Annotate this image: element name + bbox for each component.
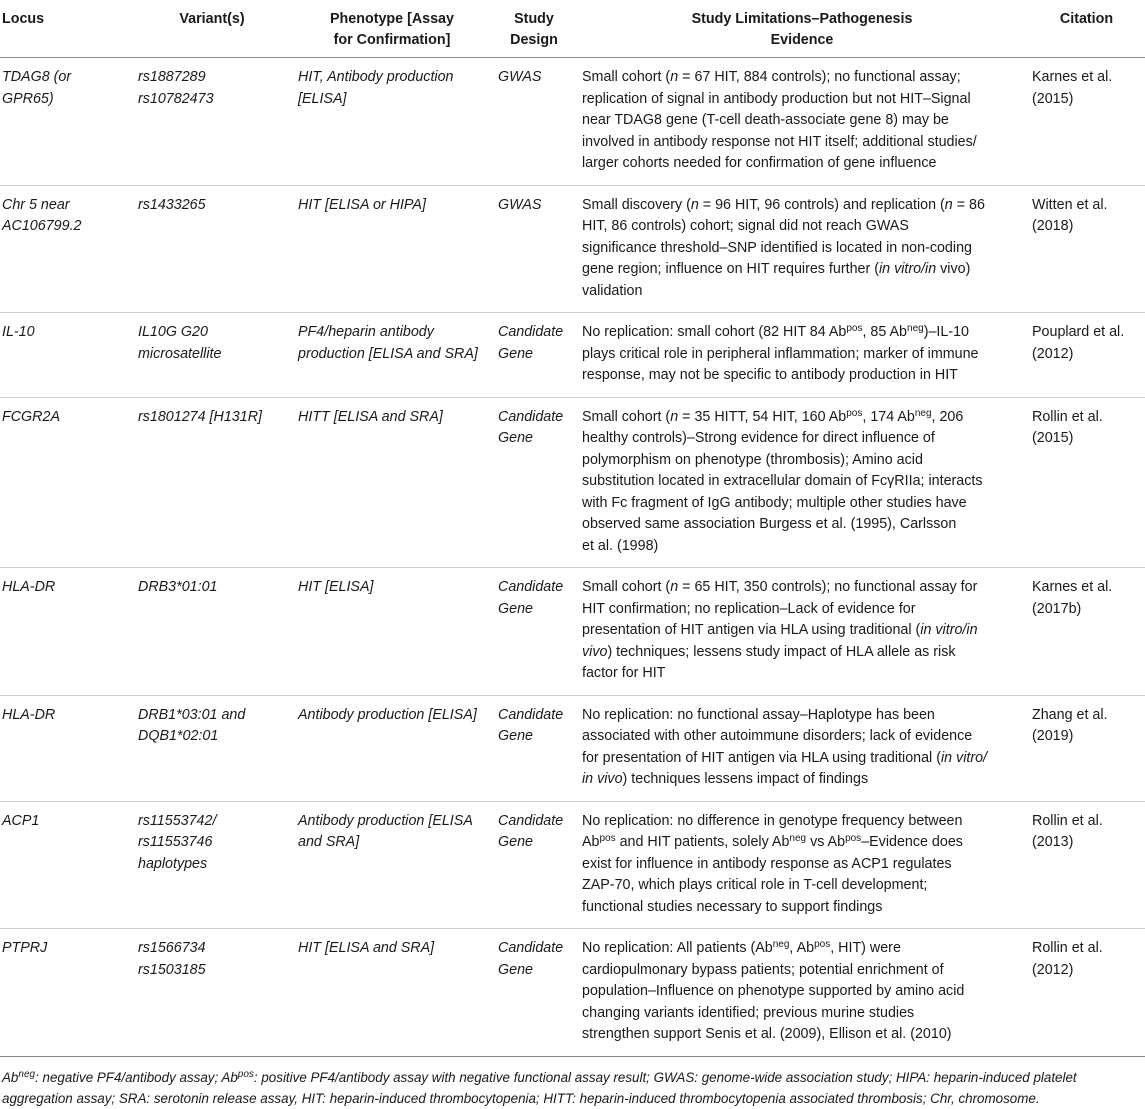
cell-study-design: Candidate Gene bbox=[492, 568, 576, 696]
table-row bbox=[0, 568, 1145, 696]
cell-variants: DRB3*01:01 bbox=[132, 568, 292, 696]
cell-citation: Rollin et al. (2013) bbox=[1028, 801, 1145, 929]
cell-limitations: No replication: All patients ($Ab^{neg}$, $Ab^{pos}$, HIT) were cardiopulmonary bypass patients; potential enrichment of population–Influence on phenotype supported by amino acid changing variants identified; previous murine studies strengthen support Senis et al. (2009), Ellison et al. (2010) bbox=[576, 929, 1028, 1057]
cell-limitations: No replication: small cohort (82 HIT 84 $Ab^{pos}$, 85 $Ab^{neg})-IL-10$ plays critical role in peripheral inflammation; marker of immune response, may not be specific to antibody production in HIT bbox=[576, 313, 1028, 398]
header-limitations: Study Limitations–Pathogenesis Evidence bbox=[576, 0, 1028, 58]
header-locus: Locus bbox=[0, 0, 132, 58]
cell-citation: Pouplard et al. (2012) bbox=[1028, 313, 1145, 398]
cell-limitations: Small cohort (n = 67 HIT, 884 controls); no functional assay; replication of signal in antibody production but not HIT–Signal near TDAG8 gene (T-cell death-associate gene 8) may be involved in antibody response not HIT itself; additional studies/ larger cohorts needed for confirmation of gene influence bbox=[576, 58, 1028, 186]
cell-phenotype: PF4/heparin antibody production [ELISA and SRA] bbox=[292, 313, 492, 398]
cell-limitations: No replication: no functional assay–Haplotype has been associated with other autoimmune disorders; lack of evidence for presentation of HIT antigen via HLA using traditional (in vitro/ in vivo) techniques lessens impact of findings bbox=[576, 695, 1028, 801]
table-row bbox=[0, 695, 1145, 801]
table-row bbox=[0, 313, 1145, 398]
cell-study-design: Candidate Gene bbox=[492, 695, 576, 801]
cell-locus: PTPRJ bbox=[0, 929, 132, 1057]
cell-study-design: Candidate Gene bbox=[492, 397, 576, 568]
cell-variants: rs11553742/ rs11553746 haplotypes bbox=[132, 801, 292, 929]
cell-phenotype: HIT [ELISA and SRA] bbox=[292, 929, 492, 1057]
cell-locus: ACP1 bbox=[0, 801, 132, 929]
header-variants: Variant(s) bbox=[132, 0, 292, 58]
cell-variants: rs1887289 rs10782473 bbox=[132, 58, 292, 186]
cell-phenotype: Antibody production [ELISA] bbox=[292, 695, 492, 801]
cell-citation: Zhang et al. (2019) bbox=[1028, 695, 1145, 801]
table-footnote bbox=[0, 1057, 1145, 1109]
cell-phenotype: HIT [ELISA] bbox=[292, 568, 492, 696]
cell-study-design: Candidate Gene bbox=[492, 929, 576, 1057]
header-citation: Citation bbox=[1028, 0, 1145, 58]
table-row bbox=[0, 929, 1145, 1057]
footnote-line: $Ab^{neg}$: negative PF4/antibody assay; $Ab^{pos}$: positive PF4/antibody assay with negative functional assay result; GWAS: genome-wide association study; HIPA: heparin-induced platelet bbox=[2, 1068, 1077, 1085]
header-study-design: Study Design bbox=[492, 0, 576, 58]
cell-locus: TDAG8 (or GPR65) bbox=[0, 58, 132, 186]
table-row bbox=[0, 58, 1145, 186]
cell-variants: rs1433265 bbox=[132, 185, 292, 313]
cell-citation: Karnes et al. (2015) bbox=[1028, 58, 1145, 186]
table-row bbox=[0, 397, 1145, 568]
cell-citation: Rollin et al. (2012) bbox=[1028, 929, 1145, 1057]
cell-variants: DRB1*03:01 and DQB1*02:01 bbox=[132, 695, 292, 801]
table-body bbox=[0, 58, 1145, 1057]
cell-limitations: Small cohort (n = 65 HIT, 350 controls); no functional assay for HIT confirmation; no replication–Lack of evidence for presentation of HIT antigen via HLA using traditional (in vitro/in vivo) techniques; lessens study impact of HLA allele as risk factor for HIT bbox=[576, 568, 1028, 696]
cell-study-design: GWAS bbox=[492, 58, 576, 186]
cell-phenotype: HIT [ELISA or HIPA] bbox=[292, 185, 492, 313]
header-phenotype: Phenotype [Assay for Confirmation] bbox=[292, 0, 492, 58]
cell-study-design: Candidate Gene bbox=[492, 313, 576, 398]
table-row bbox=[0, 185, 1145, 313]
cell-locus: FCGR2A bbox=[0, 397, 132, 568]
table-row bbox=[0, 801, 1145, 929]
footnote-line: aggregation assay; SRA: serotonin release assay, HIT: heparin-induced thrombocytopenia; HITT: heparin-induced thrombocytopenia associated thrombosis; Chr, chromosome. bbox=[2, 1090, 1040, 1106]
cell-limitations: No replication: no difference in genotype frequency between $Ab^{pos}$ and HIT patients, solely $Ab^{neg}$ vs $Ab^{pos}$–Evidence does exist for influence in antibody response as ACP1 regulates ZAP-70, which plays critical role in T-cell development; functional studies necessary to support findings bbox=[576, 801, 1028, 929]
cell-locus: Chr 5 near AC106799.2 bbox=[0, 185, 132, 313]
cell-limitations: Small cohort (n = 35 HITT, 54 HIT, 160 $Ab^{pos}$, 174 $Ab^{neg}$, 206 healthy controls)–Strong evidence for direct influence of polymorphism on phenotype (thrombosis); Amino acid substitution located in extracellular domain of FcγRIIa; interacts with Fc fragment of IgG antibody; multiple other studies have observed same association Burgess et al. (1995), Carlsson et al. (1998) bbox=[576, 397, 1028, 568]
cell-phenotype: Antibody production [ELISA and SRA] bbox=[292, 801, 492, 929]
cell-variants: IL10G G20 microsatellite bbox=[132, 313, 292, 398]
table-header bbox=[0, 0, 1145, 58]
cell-variants: rs1566734 rs1503185 bbox=[132, 929, 292, 1057]
cell-phenotype: HITT [ELISA and SRA] bbox=[292, 397, 492, 568]
cell-locus: IL-10 bbox=[0, 313, 132, 398]
cell-study-design: GWAS bbox=[492, 185, 576, 313]
cell-study-design: Candidate Gene bbox=[492, 801, 576, 929]
cell-citation: Rollin et al. (2015) bbox=[1028, 397, 1145, 568]
cell-citation: Witten et al. (2018) bbox=[1028, 185, 1145, 313]
cell-locus: HLA-DR bbox=[0, 695, 132, 801]
cell-citation: Karnes et al. (2017b) bbox=[1028, 568, 1145, 696]
cell-locus: HLA-DR bbox=[0, 568, 132, 696]
cell-limitations: Small discovery (n = 96 HIT, 96 controls) and replication (n = 86 HIT, 86 controls) cohort; signal did not reach GWAS significance threshold–SNP identified is located in non-coding gene region; influence on HIT requires further (in vitro/in vivo) validation bbox=[576, 185, 1028, 313]
cell-phenotype: HIT, Antibody production [ELISA] bbox=[292, 58, 492, 186]
cell-variants: rs1801274 [H131R] bbox=[132, 397, 292, 568]
